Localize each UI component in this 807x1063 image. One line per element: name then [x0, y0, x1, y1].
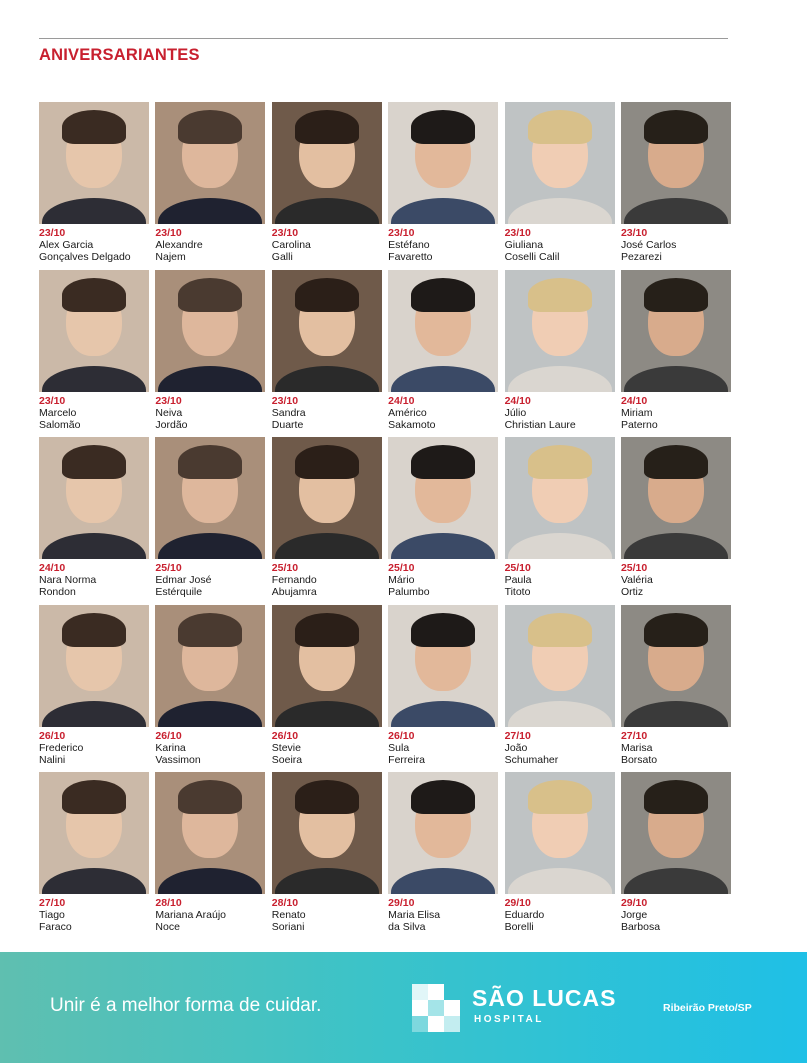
birthday-date: 25/10 — [504, 562, 531, 574]
person-name-last: Faraco — [39, 921, 72, 933]
person-photo-shoulders — [42, 868, 146, 894]
person-name-first: José Carlos — [620, 239, 677, 251]
person-photo-hair — [295, 780, 359, 814]
birthday-card — [505, 772, 615, 940]
person-photo-hair — [62, 110, 126, 144]
birthday-card — [621, 605, 731, 773]
person-photo-shoulders — [508, 868, 612, 894]
person-name-last: Ortiz — [620, 586, 644, 598]
person-photo-shoulders — [275, 701, 379, 727]
person-photo-shoulders — [624, 198, 728, 224]
person-name-last: Pezarezi — [620, 251, 662, 263]
birthday-date: 28/10 — [155, 897, 182, 909]
person-name-last: Noce — [155, 921, 180, 933]
person-name-first: Alex Garcia — [39, 239, 94, 251]
person-photo-shoulders — [508, 701, 612, 727]
person-photo-shoulders — [275, 198, 379, 224]
person-name-first: Frederico — [39, 741, 84, 754]
person-photo — [155, 102, 265, 224]
person-photo-shoulders — [391, 868, 495, 894]
birthday-card — [388, 270, 498, 438]
person-photo — [272, 102, 382, 224]
person-name-first: Júlio — [504, 406, 527, 419]
person-photo — [155, 437, 265, 559]
person-name-first: Stevie — [271, 741, 301, 754]
person-name-first: Sandra — [271, 406, 306, 419]
birthday-card — [155, 772, 265, 940]
person-name-first: Maria Elisa — [388, 909, 441, 921]
person-photo-shoulders — [275, 868, 379, 894]
person-photo-hair — [295, 445, 359, 479]
person-photo — [155, 605, 265, 727]
person-photo-shoulders — [158, 533, 262, 559]
birthday-card — [155, 605, 265, 773]
person-photo-hair — [62, 445, 126, 479]
birthday-date: 29/10 — [388, 897, 415, 909]
birthday-card — [272, 605, 382, 773]
birthday-date: 26/10 — [388, 729, 415, 742]
birthday-date: 25/10 — [620, 562, 648, 574]
person-photo-hair — [644, 278, 708, 312]
birthday-date: 23/10 — [155, 394, 182, 407]
person-photo-hair — [62, 278, 126, 312]
person-name-last: Rondon — [39, 586, 76, 598]
person-photo-shoulders — [624, 533, 728, 559]
birthday-date: 28/10 — [271, 897, 299, 909]
person-photo-hair — [62, 780, 126, 814]
person-name-last: Nalini — [39, 753, 66, 766]
person-name-last: Najem — [155, 251, 186, 263]
person-name-last: Estérquile — [155, 586, 203, 598]
person-name-first: Karina — [155, 741, 186, 754]
birthday-card — [272, 102, 382, 270]
person-name-last: Titoto — [504, 586, 531, 598]
birthday-date: 24/10 — [39, 562, 66, 574]
birthday-date: 23/10 — [271, 227, 299, 239]
person-photo — [505, 102, 615, 224]
footer-slogan: Unir é a melhor forma de cuidar. — [50, 995, 322, 1016]
birthday-date: 23/10 — [155, 227, 182, 239]
person-photo-shoulders — [42, 533, 146, 559]
person-photo — [388, 270, 498, 392]
person-name-last: Schumaher — [504, 753, 559, 766]
birthday-card — [39, 437, 149, 605]
person-photo — [155, 270, 265, 392]
person-name-first: Marcelo — [39, 406, 77, 419]
birthday-card — [155, 270, 265, 438]
person-name-first: Renato — [271, 909, 306, 921]
person-name-first: Sula — [388, 741, 410, 754]
birthday-date: 26/10 — [39, 729, 66, 742]
footer-banner — [0, 952, 807, 1063]
birthday-card — [505, 102, 615, 270]
person-photo-shoulders — [508, 366, 612, 392]
person-photo — [621, 102, 731, 224]
person-name-last: Soeira — [271, 753, 303, 766]
person-photo-hair — [644, 445, 708, 479]
person-photo-hair — [411, 278, 475, 312]
birthday-card — [505, 270, 615, 438]
person-photo — [155, 772, 265, 894]
person-name-first: Eduardo — [504, 909, 545, 921]
person-photo-hair — [178, 780, 242, 814]
section-title: ANIVERSARIANTES — [39, 46, 200, 64]
person-name-first: Marisa — [620, 741, 653, 754]
person-name-first: Nara Norma — [39, 574, 97, 586]
person-photo — [272, 605, 382, 727]
person-name-last: Barbosa — [620, 921, 661, 933]
person-photo-hair — [644, 780, 708, 814]
person-photo-hair — [411, 613, 475, 647]
person-photo-shoulders — [391, 533, 495, 559]
person-name-first: Giuliana — [504, 239, 544, 251]
birthday-date: 23/10 — [388, 227, 415, 239]
city-label: Ribeirão Preto/SP — [663, 1002, 752, 1014]
brand-name: SÃO LUCAS — [472, 985, 617, 1011]
brand-subtitle: HOSPITAL — [474, 1014, 544, 1025]
person-photo-shoulders — [508, 533, 612, 559]
person-name-last: Coselli Calil — [504, 251, 560, 263]
person-photo-hair — [644, 110, 708, 144]
birthday-date: 23/10 — [620, 227, 648, 239]
birthday-card — [505, 437, 615, 605]
person-photo-hair — [178, 613, 242, 647]
person-photo-hair — [295, 110, 359, 144]
person-photo — [388, 102, 498, 224]
birthday-card — [272, 437, 382, 605]
birthday-date: 23/10 — [271, 394, 299, 407]
person-photo — [39, 270, 149, 392]
birthday-card — [39, 605, 149, 773]
person-name-last: da Silva — [388, 921, 426, 933]
person-name-last: Gonçalves Delgado — [39, 251, 131, 263]
birthday-card — [155, 437, 265, 605]
birthday-date: 23/10 — [39, 227, 66, 239]
birthday-date: 27/10 — [504, 729, 531, 742]
person-photo-shoulders — [158, 701, 262, 727]
person-name-first: Mário — [388, 574, 415, 586]
person-photo — [39, 772, 149, 894]
person-photo — [272, 437, 382, 559]
birthday-date: 25/10 — [388, 562, 415, 574]
person-name-first: Alexandre — [155, 239, 203, 251]
person-name-last: Borsato — [620, 753, 658, 766]
person-photo-hair — [62, 613, 126, 647]
person-name-last: Christian Laure — [504, 418, 576, 431]
person-photo-shoulders — [275, 366, 379, 392]
person-photo-shoulders — [158, 868, 262, 894]
person-name-first: Valéria — [620, 574, 653, 586]
person-photo-hair — [295, 613, 359, 647]
birthday-card — [505, 605, 615, 773]
birthday-date: 24/10 — [620, 394, 648, 407]
birthday-card — [621, 437, 731, 605]
person-name-last: Duarte — [271, 418, 304, 431]
person-photo-hair — [411, 110, 475, 144]
person-photo-shoulders — [391, 198, 495, 224]
birthday-grid — [39, 102, 731, 940]
birthday-date: 26/10 — [155, 729, 182, 742]
person-photo-shoulders — [158, 366, 262, 392]
birthday-card — [388, 102, 498, 270]
person-photo-shoulders — [42, 198, 146, 224]
birthday-card — [388, 605, 498, 773]
birthday-card — [621, 772, 731, 940]
person-name-last: Palumbo — [388, 586, 430, 598]
person-photo — [505, 437, 615, 559]
person-photo-hair — [411, 780, 475, 814]
birthday-date: 24/10 — [388, 394, 415, 407]
person-name-first: Paula — [504, 574, 532, 586]
person-name-last: Galli — [271, 251, 293, 263]
person-photo-hair — [528, 110, 592, 144]
person-name-first: Miriam — [620, 406, 653, 419]
person-name-first: Neiva — [155, 406, 183, 419]
person-name-first: Mariana Araújo — [155, 909, 227, 921]
person-photo-shoulders — [508, 198, 612, 224]
person-name-last: Soriani — [271, 921, 305, 933]
person-photo-shoulders — [391, 701, 495, 727]
birthday-card — [39, 270, 149, 438]
person-photo — [505, 772, 615, 894]
birthday-date: 29/10 — [620, 897, 648, 909]
birthday-date: 29/10 — [504, 897, 531, 909]
person-photo-hair — [178, 278, 242, 312]
birthday-card — [272, 772, 382, 940]
person-name-last: Abujamra — [271, 586, 317, 598]
person-photo — [388, 772, 498, 894]
person-photo-shoulders — [158, 198, 262, 224]
person-name-first: Edmar José — [155, 574, 212, 586]
birthday-date: 26/10 — [271, 729, 299, 742]
person-name-last: Borelli — [504, 921, 534, 933]
person-name-last: Favaretto — [388, 251, 433, 263]
person-name-first: Jorge — [620, 909, 648, 921]
person-photo — [621, 772, 731, 894]
sao-lucas-logo-icon — [408, 980, 464, 1036]
birthday-date: 27/10 — [39, 897, 66, 909]
person-photo-shoulders — [624, 701, 728, 727]
person-name-last: Paterno — [620, 418, 658, 431]
person-photo-shoulders — [391, 366, 495, 392]
person-photo-shoulders — [42, 366, 146, 392]
person-photo-shoulders — [624, 366, 728, 392]
person-name-last: Sakamoto — [388, 418, 436, 431]
person-photo-hair — [178, 110, 242, 144]
person-photo-hair — [528, 780, 592, 814]
person-photo — [505, 605, 615, 727]
person-photo — [272, 772, 382, 894]
person-name-first: Fernando — [271, 574, 317, 586]
person-name-last: Ferreira — [388, 753, 425, 766]
person-photo — [621, 437, 731, 559]
person-photo — [39, 102, 149, 224]
birthday-card — [155, 102, 265, 270]
birthday-card — [388, 437, 498, 605]
birthday-date: 27/10 — [620, 729, 648, 742]
birthday-date: 24/10 — [504, 394, 531, 407]
person-photo — [505, 270, 615, 392]
person-photo-shoulders — [624, 868, 728, 894]
person-photo-hair — [411, 445, 475, 479]
person-photo-hair — [528, 278, 592, 312]
person-name-last: Salomão — [39, 418, 81, 431]
birthday-date: 23/10 — [504, 227, 531, 239]
top-divider — [39, 38, 728, 39]
birthday-date: 23/10 — [39, 394, 66, 407]
person-photo-shoulders — [275, 533, 379, 559]
birthday-date: 25/10 — [155, 562, 182, 574]
birthday-date: 25/10 — [271, 562, 299, 574]
person-photo — [39, 437, 149, 559]
person-photo — [39, 605, 149, 727]
person-photo — [272, 270, 382, 392]
person-name-first: João — [504, 741, 528, 754]
birthday-card — [388, 772, 498, 940]
person-name-first: Carolina — [271, 239, 311, 251]
birthday-card — [621, 102, 731, 270]
person-photo — [388, 437, 498, 559]
birthday-card — [621, 270, 731, 438]
person-photo-shoulders — [42, 701, 146, 727]
person-name-last: Jordão — [155, 418, 188, 431]
person-name-first: Tiago — [39, 909, 65, 921]
person-photo-hair — [178, 445, 242, 479]
birthday-card — [272, 270, 382, 438]
person-name-last: Vassimon — [155, 753, 201, 766]
person-photo — [388, 605, 498, 727]
birthday-card — [39, 772, 149, 940]
birthday-card — [39, 102, 149, 270]
person-photo-hair — [528, 613, 592, 647]
person-photo — [621, 270, 731, 392]
person-photo-hair — [295, 278, 359, 312]
person-photo — [621, 605, 731, 727]
person-photo-hair — [528, 445, 592, 479]
person-photo-hair — [644, 613, 708, 647]
person-name-first: Américo — [388, 406, 427, 419]
person-name-first: Estéfano — [388, 239, 430, 251]
